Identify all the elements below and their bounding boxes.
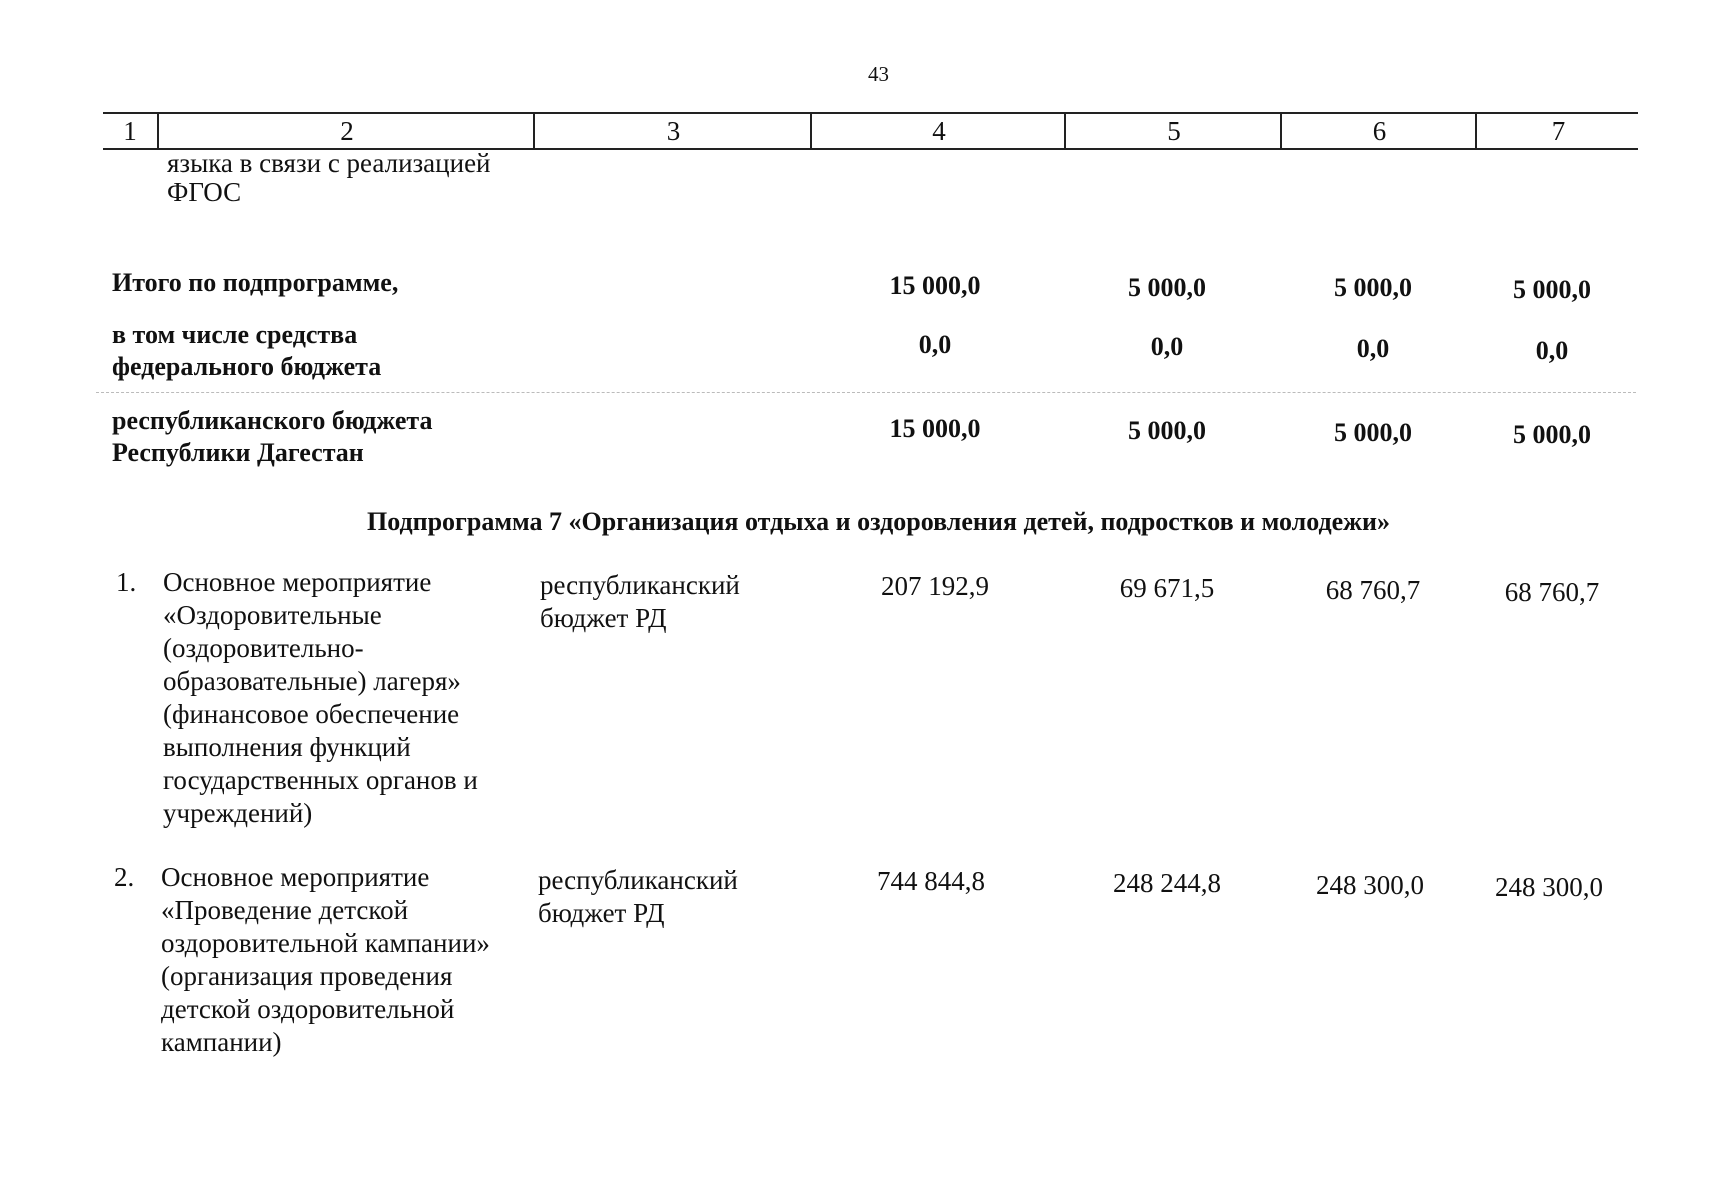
- republic-value-col7: 5 000,0: [1513, 420, 1591, 449]
- row-value-col7: 68 760,7: [1504, 577, 1600, 607]
- row-value-col4: 207 192,9: [881, 571, 989, 601]
- totals-label: Итого по подпрограмме,: [112, 268, 399, 297]
- row-name-line: образовательные) лагеря»: [163, 666, 461, 696]
- row-name-line: «Оздоровительные: [163, 600, 382, 630]
- total-value-col5: 5 000,0: [1128, 273, 1206, 302]
- header-col-1: 1: [123, 116, 137, 146]
- total-value-col4: 15 000,0: [889, 271, 981, 300]
- header-col-5: 5: [1064, 114, 1282, 148]
- row-name-line: государственных органов и: [163, 765, 478, 795]
- federal-value-col5: 0,0: [1150, 332, 1184, 361]
- row-value-col4: 744 844,8: [877, 866, 985, 896]
- header-col-2: 2: [157, 114, 535, 148]
- header-col-7: 7: [1475, 114, 1640, 148]
- federal-value-col6: 0,0: [1356, 334, 1390, 363]
- row-value-col7: 248 300,0: [1495, 872, 1603, 902]
- row-name-line: кампании): [161, 1027, 282, 1057]
- row-name-line: (организация проведения: [161, 961, 453, 991]
- row-name-line: оздоровительной кампании»: [161, 928, 490, 958]
- row-source-line: республиканский: [540, 570, 740, 600]
- republic-value-col6: 5 000,0: [1334, 418, 1412, 447]
- federal-budget-label: федерального бюджета: [112, 352, 382, 381]
- continuation-line: языка в связи с реализацией: [167, 148, 491, 178]
- federal-budget-label: в том числе средства: [112, 320, 358, 349]
- header-col-4: 4: [810, 114, 1066, 148]
- row-name-line: учреждений): [163, 798, 313, 828]
- table-header-row: [103, 112, 1638, 150]
- row-name-line: (оздоровительно-: [163, 633, 364, 663]
- header-col-3: 3: [533, 114, 812, 148]
- federal-value-col7: 0,0: [1535, 336, 1569, 365]
- row-name-line: Основное мероприятие: [161, 862, 430, 892]
- total-value-col6: 5 000,0: [1334, 273, 1412, 302]
- row-name-line: Основное мероприятие: [163, 567, 432, 597]
- republic-budget-label: республиканского бюджета: [112, 406, 433, 435]
- row-name-line: выполнения функций: [163, 732, 411, 762]
- row-source-line: бюджет РД: [538, 898, 665, 928]
- row-name-line: детской оздоровительной: [161, 994, 455, 1024]
- header-col-6: 6: [1280, 114, 1477, 148]
- row-value-col6: 68 760,7: [1325, 575, 1421, 605]
- scan-artifact-line: [96, 392, 1636, 393]
- row-source-line: республиканский: [538, 865, 738, 895]
- row-value-col6: 248 300,0: [1316, 870, 1424, 900]
- row-source-line: бюджет РД: [540, 603, 667, 633]
- row-name-line: (финансовое обеспечение: [163, 699, 460, 729]
- row-name-line: «Проведение детской: [161, 895, 409, 925]
- row-number: 2.: [114, 862, 135, 892]
- row-value-col5: 69 671,5: [1119, 573, 1215, 603]
- total-value-col7: 5 000,0: [1513, 275, 1591, 304]
- row-number: 1.: [116, 567, 137, 597]
- continuation-line: ФГОС: [167, 177, 242, 207]
- page-number: 43: [868, 62, 889, 86]
- republic-value-col5: 5 000,0: [1128, 416, 1206, 445]
- row-value-col5: 248 244,8: [1113, 868, 1221, 898]
- republic-budget-label: Республики Дагестан: [112, 438, 364, 467]
- subprogram-title: Подпрограмма 7 «Организация отдыха и оздоровления детей, подростков и молодежи»: [366, 507, 1390, 536]
- republic-value-col4: 15 000,0: [889, 414, 981, 443]
- federal-value-col4: 0,0: [918, 330, 952, 359]
